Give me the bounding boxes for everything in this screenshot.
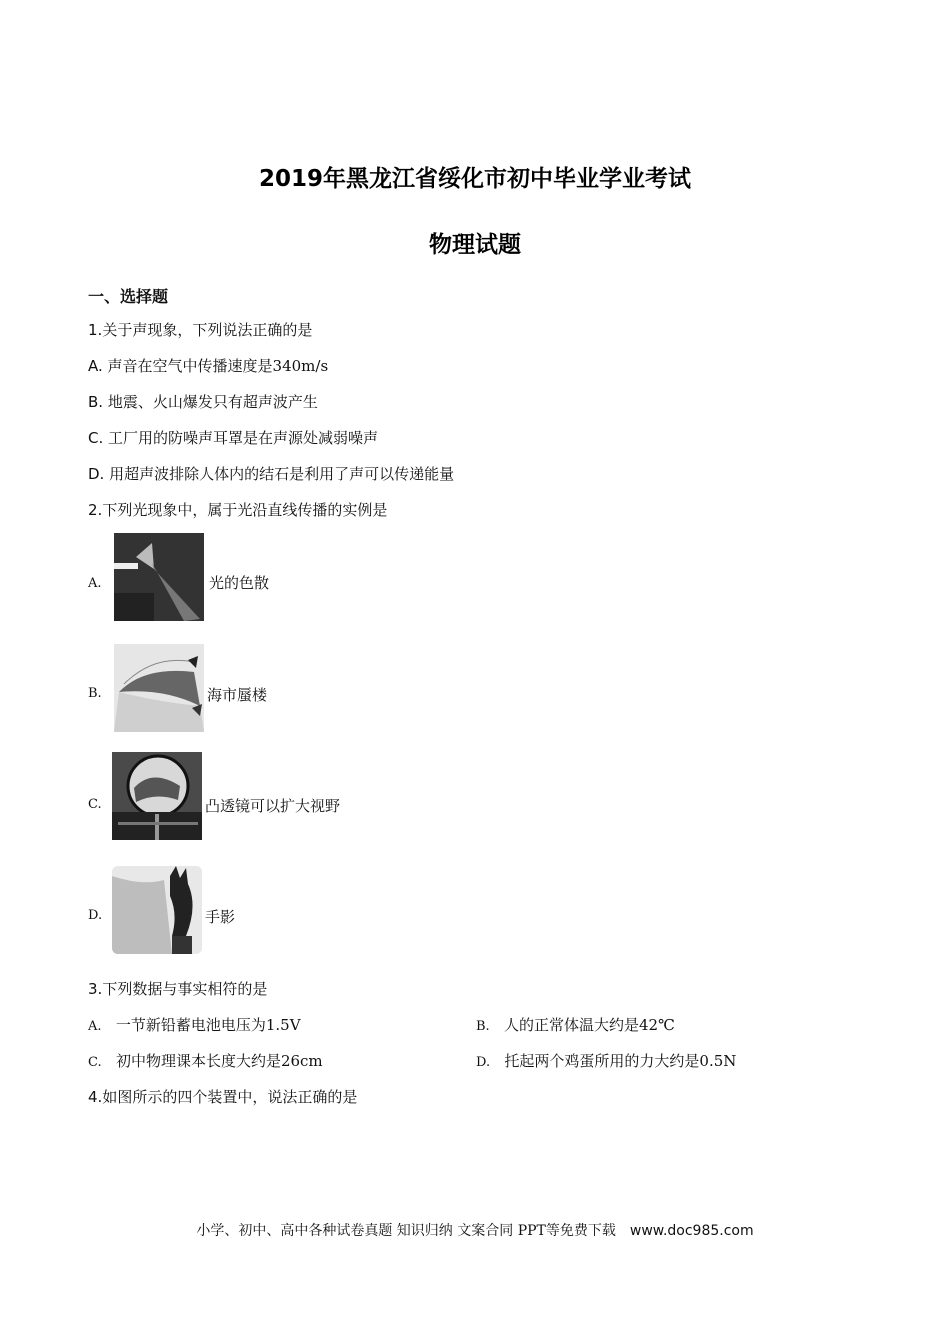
option-letter: C.: [88, 429, 104, 447]
prism-dispersion-photo-icon: [114, 533, 204, 621]
option-letter: C.: [88, 1055, 102, 1070]
option-text: 地震、火山爆发只有超声波产生: [107, 393, 318, 411]
q2-option-b-letter: B.: [88, 686, 102, 701]
option-letter: B.: [476, 1019, 490, 1034]
option-letter: A.: [88, 1019, 102, 1034]
q2-option-c-text: 凸透镜可以扩大视野: [205, 797, 341, 815]
question-stem: 下列光现象中，属于光沿直线传播的实例是: [102, 501, 388, 519]
q2-option-a-letter: A.: [88, 576, 102, 591]
convex-mirror-photo-icon: [112, 752, 202, 840]
q3-option-c: [88, 1050, 323, 1071]
q2-option-a-text: 光的色散: [209, 574, 270, 592]
q1-option-d: [88, 463, 454, 484]
q1-option-a: [88, 355, 328, 376]
exam-title: 2019年黑龙江省绥化市初中毕业学业考试: [258, 166, 691, 192]
q3-option-b: [476, 1014, 675, 1035]
q3-option-d: [476, 1050, 736, 1071]
question-3: [88, 978, 267, 999]
exam-subtitle: 物理试题: [429, 232, 521, 258]
q3-option-a: [88, 1014, 301, 1035]
question-1: [88, 319, 312, 340]
option-letter: A.: [88, 357, 103, 375]
option-letter: B.: [88, 393, 104, 411]
option-text: 一节新铅蓄电池电压为1.5V: [115, 1016, 301, 1034]
section-heading: 一、选择题: [88, 287, 169, 306]
question-number: 1.: [88, 321, 103, 339]
footer-text: 小学、初中、高中各种试卷真题 知识归纳 文案合同 PPT等免费下载: [196, 1223, 616, 1239]
option-text: 人的正常体温大约是42℃: [504, 1016, 675, 1034]
hand-shadow-photo-icon: [112, 866, 202, 954]
option-letter: D.: [476, 1055, 491, 1070]
question-stem: 关于声现象，下列说法正确的是: [102, 321, 313, 339]
page-footer: [0, 1220, 950, 1240]
q1-option-c: [88, 427, 378, 448]
question-2: [88, 499, 387, 520]
option-text: 工厂用的防噪声耳罩是在声源处减弱噪声: [108, 429, 379, 447]
q2-option-c-letter: C.: [88, 797, 102, 812]
mirage-photo-icon: [114, 644, 204, 732]
option-text: 托起两个鸡蛋所用的力大约是0.5N: [504, 1052, 737, 1070]
question-stem: 如图所示的四个装置中，说法正确的是: [102, 1088, 358, 1106]
question-number: 2.: [88, 501, 103, 519]
q2-option-d-text: 手影: [205, 908, 236, 926]
q2-option-d-letter: D.: [88, 908, 103, 923]
option-letter: D.: [88, 465, 105, 483]
question-number: 3.: [88, 980, 103, 998]
footer-link[interactable]: www.doc985.com: [629, 1223, 754, 1239]
q1-option-b: [88, 391, 318, 412]
option-text: 初中物理课本长度大约是26cm: [115, 1052, 323, 1070]
option-text: 声音在空气中传播速度是340m/s: [107, 357, 329, 375]
question-stem: 下列数据与事实相符的是: [102, 980, 268, 998]
question-number: 4.: [88, 1088, 103, 1106]
option-text: 用超声波排除人体内的结石是利用了声可以传递能量: [109, 465, 455, 483]
q2-option-b-text: 海市蜃楼: [207, 686, 268, 704]
question-4: [88, 1086, 357, 1107]
